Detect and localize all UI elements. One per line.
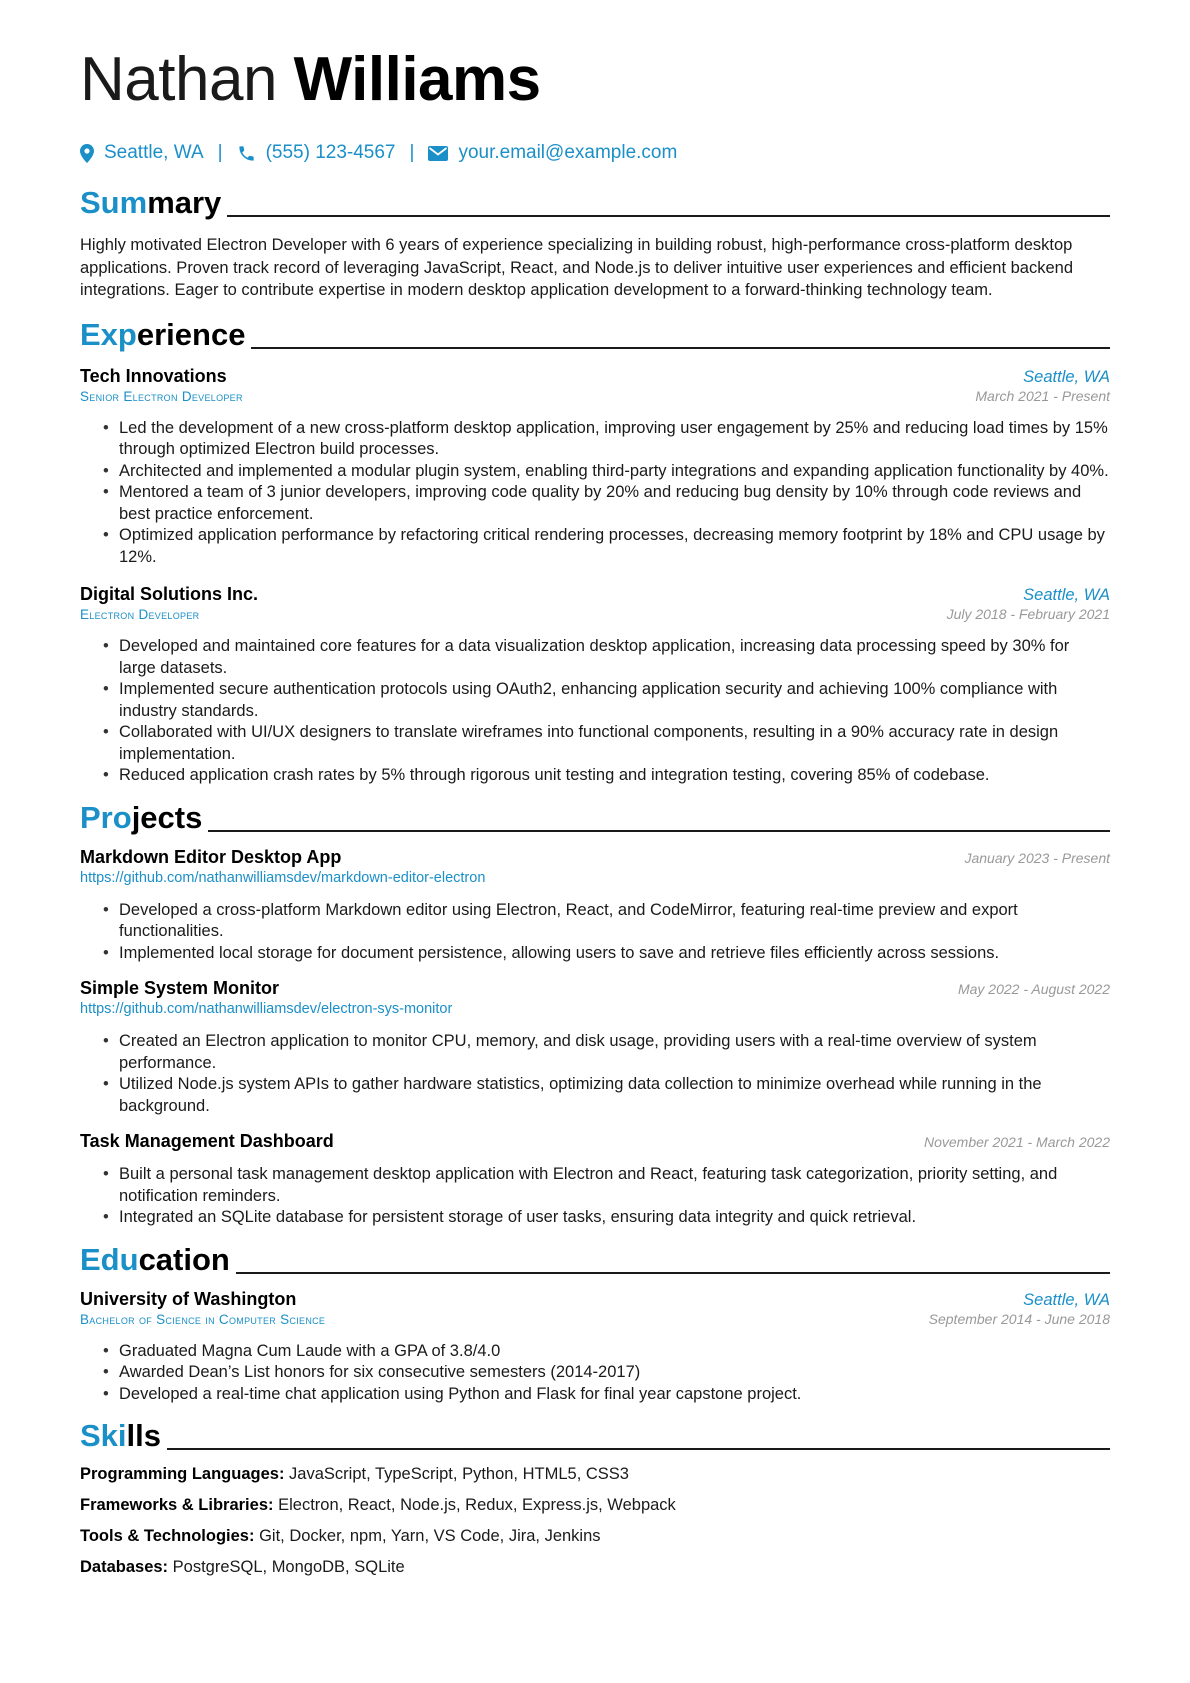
project-entry (80, 978, 1110, 1117)
skill-row (80, 1463, 1110, 1485)
degree-name: Bachelor of Science in Computer Science (80, 1311, 326, 1327)
experience-entry (80, 584, 1110, 787)
list-item: • Built a personal task management desktop application with Electron and React, featuring task categorization, priority setting, and notification reminders. (119, 1164, 1110, 1207)
project-link[interactable]: https://github.com/nathanwilliamsdev/electron-sys-monitor (80, 1001, 453, 1017)
job-location: Seattle, WA (1023, 367, 1110, 386)
list-item: • Created an Electron application to monitor CPU, memory, and disk usage, providing users with a real-time overview of system performance. (119, 1031, 1110, 1074)
skill-label: Frameworks & Libraries: (80, 1496, 274, 1514)
list-item: • Developed and maintained core features for a data visualization desktop application, increasing data processing speed by 30% for large datasets. (119, 636, 1110, 679)
contact-separator: | (217, 142, 223, 163)
location-text: Seattle, WA (104, 142, 204, 163)
skill-row (80, 1525, 1110, 1547)
section-rule (167, 1448, 1110, 1450)
email-text: your.email@example.com (458, 142, 678, 163)
map-marker-icon (80, 144, 94, 163)
list-item: • Awarded Dean’s List honors for six consecutive semesters (2014-2017) (119, 1362, 1110, 1384)
job-bullets (80, 418, 1110, 569)
skill-label: Programming Languages: (80, 1465, 285, 1483)
section-rule (236, 1272, 1110, 1274)
section-title: Projects (80, 799, 203, 835)
skill-row (80, 1556, 1110, 1578)
list-item: • Developed a cross-platform Markdown editor using Electron, React, and CodeMirror, featuring real-time preview and export functionalities. (119, 900, 1110, 943)
education-entry (80, 1289, 1110, 1406)
project-name: Markdown Editor Desktop App (80, 846, 342, 867)
summary-text: Highly motivated Electron Developer with 6 years of experience specializing in building robust, high-performance cross-platform desktop applications. Proven track record of leveraging JavaScript, React, and Node.js to deliver intuitive user experiences and efficient backend integrations. Eager to contribute expertise in modern desktop application development to a forward-thinking technology team. (80, 236, 1073, 299)
project-entry (80, 1131, 1110, 1229)
list-item: • Mentored a team of 3 junior developers, improving code quality by 20% and reducing bug density by 10% through code reviews and best practice enforcement. (119, 482, 1110, 525)
contact-phone[interactable] (237, 142, 396, 164)
list-item: • Integrated an SQLite database for persistent storage of user tasks, ensuring data integrity and quick retrieval. (119, 1207, 1110, 1229)
projects-heading (80, 797, 1110, 835)
education-heading (80, 1239, 1110, 1277)
project-bullets (80, 900, 1110, 965)
contact-location (80, 142, 204, 164)
job-bullets (80, 636, 1110, 787)
list-item: • Reduced application crash rates by 5% through rigorous unit testing and integration testing, covering 85% of codebase. (119, 765, 1110, 787)
job-role: Electron Developer (80, 607, 200, 622)
summary-heading (80, 182, 1110, 220)
list-item: • Architected and implemented a modular plugin system, enabling third-party integrations and expanding application functionality by 40%. (119, 461, 1110, 483)
experience-heading (80, 314, 1110, 352)
section-title: Skills (80, 1418, 161, 1453)
experience-entry (80, 366, 1110, 569)
education-dates: September 2014 - June 2018 (928, 1310, 1110, 1327)
project-name: Simple System Monitor (80, 978, 280, 998)
skill-value: PostgreSQL, MongoDB, SQLite (172, 1558, 405, 1576)
project-entry (80, 847, 1110, 965)
candidate-name (80, 42, 1110, 118)
skill-value: Electron, React, Node.js, Redux, Express.js, Webpack (278, 1496, 676, 1514)
last-name: Williams (293, 45, 541, 114)
list-item: • Implemented local storage for document persistence, allowing users to save and retrieve files efficiently across sessions. (119, 943, 1110, 965)
skill-label: Databases: (80, 1558, 169, 1576)
project-dates: November 2021 - March 2022 (924, 1134, 1110, 1150)
list-item: • Implemented secure authentication protocols using OAuth2, enhancing application security and achieving 100% compliance with industry standards. (119, 679, 1110, 722)
education-bullets (80, 1341, 1110, 1406)
skills-list (80, 1463, 1110, 1578)
list-item: • Utilized Node.js system APIs to gather hardware statistics, optimizing data collection to minimize overhead while running in the background. (119, 1074, 1110, 1117)
skill-label: Tools & Technologies: (80, 1527, 255, 1545)
school-name: University of Washington (80, 1288, 297, 1309)
section-rule (251, 347, 1110, 349)
section-rule (208, 830, 1110, 832)
phone-text: (555) 123-4567 (265, 142, 396, 163)
list-item: • Collaborated with UI/UX designers to translate wireframes into functional components, resulting in a 90% accuracy rate in design implementation. (119, 722, 1110, 765)
section-rule (227, 215, 1110, 217)
project-name: Task Management Dashboard (80, 1131, 334, 1151)
job-role: Senior Electron Developer (80, 388, 243, 404)
contact-bar (80, 140, 1110, 166)
skill-value: JavaScript, TypeScript, Python, HTML5, CSS3 (289, 1465, 629, 1483)
job-dates: July 2018 - February 2021 (946, 606, 1110, 622)
list-item: • Developed a real-time chat application using Python and Flask for final year capstone project. (119, 1384, 1110, 1406)
job-dates: March 2021 - Present (975, 387, 1110, 404)
contact-email[interactable] (428, 142, 677, 164)
section-title: Experience (80, 316, 246, 352)
project-bullets (80, 1031, 1110, 1117)
project-bullets (80, 1164, 1110, 1229)
contact-separator: | (409, 142, 415, 163)
skills-heading (80, 1415, 1110, 1453)
company-name: Digital Solutions Inc. (80, 584, 259, 604)
project-dates: May 2022 - August 2022 (957, 981, 1110, 997)
project-dates: January 2023 - Present (964, 849, 1110, 866)
company-name: Tech Innovations (80, 365, 227, 386)
project-link[interactable]: https://github.com/nathanwilliamsdev/markdown-editor-electron (80, 869, 486, 886)
skill-row (80, 1494, 1110, 1516)
first-name: Nathan (80, 45, 277, 114)
phone-icon (237, 144, 256, 163)
section-title: Education (80, 1241, 230, 1277)
envelope-icon (428, 146, 448, 161)
list-item: • Graduated Magna Cum Laude with a GPA of 3.8/4.0 (119, 1341, 1110, 1363)
list-item: • Led the development of a new cross-platform desktop application, improving user engagement by 25% and reducing load times by 15% through optimized Electron build processes. (119, 418, 1110, 461)
list-item: • Optimized application performance by refactoring critical rendering processes, decreasing memory footprint by 18% and CPU usage by 12%. (119, 525, 1110, 568)
section-title: Summary (80, 185, 222, 220)
school-location: Seattle, WA (1023, 1290, 1110, 1309)
skill-value: Git, Docker, npm, Yarn, VS Code, Jira, Jenkins (259, 1527, 601, 1545)
job-location: Seattle, WA (1023, 586, 1110, 604)
